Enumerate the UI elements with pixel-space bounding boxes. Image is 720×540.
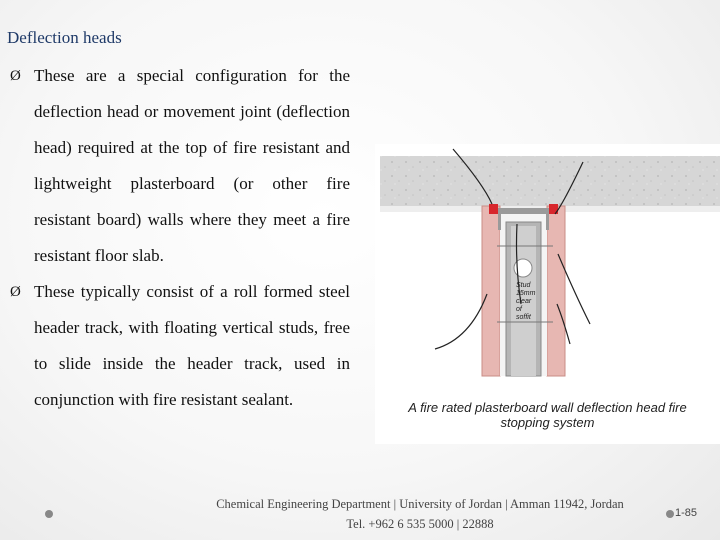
- header-track: [498, 208, 549, 214]
- footer: [150, 494, 690, 534]
- footer-line: Tel. +962 6 535 5000 | 22888: [346, 517, 494, 531]
- caption-line: A fire rated plasterboard wall deflection head fire: [408, 400, 687, 415]
- plasterboard-right: [547, 206, 565, 376]
- floor-slab: [380, 156, 720, 206]
- footer-dot-icon: [45, 510, 53, 518]
- bullet-item: [10, 58, 350, 274]
- bullet-text: These typically consist of a roll formed steel header track, with floating vertical studs, free to slide inside the header track, used in conjunction with fire resistant sealant.: [34, 282, 350, 409]
- page-number: 1-85: [675, 507, 698, 519]
- bullet-text: These are a special configuration for the deflection head or movement joint (deflection head) required at the top of fire resistant and lightweight plasterboard (or other fire resistant board) walls where they meet a fire resistant floor slab.: [34, 66, 350, 265]
- bullet-list: [10, 58, 350, 418]
- deflection-head-diagram: [375, 144, 720, 394]
- stud-label-line: soffit: [516, 314, 531, 321]
- stud-label-line: Stud: [516, 282, 531, 289]
- arrow-bullet-icon: Ø: [10, 284, 21, 300]
- deflection-head-figure: [375, 144, 720, 444]
- stud-label-line: 15mm: [516, 290, 536, 297]
- footer-line: Chemical Engineering Department | University of Jordan | Amman 11942, Jordan: [216, 497, 624, 511]
- page-dot-icon: [666, 510, 674, 518]
- fire-sealant-left: [489, 204, 498, 214]
- caption-line: stopping system: [500, 415, 595, 430]
- stud-label-line: of: [516, 306, 522, 313]
- plasterboard-left: [482, 206, 500, 376]
- stud-label-line: clear: [516, 298, 532, 305]
- bullet-item: [10, 274, 350, 418]
- slide-title: Deflection heads: [7, 28, 122, 47]
- figure-caption: [375, 400, 720, 430]
- leader-line: [435, 294, 487, 349]
- arrow-bullet-icon: Ø: [10, 68, 21, 84]
